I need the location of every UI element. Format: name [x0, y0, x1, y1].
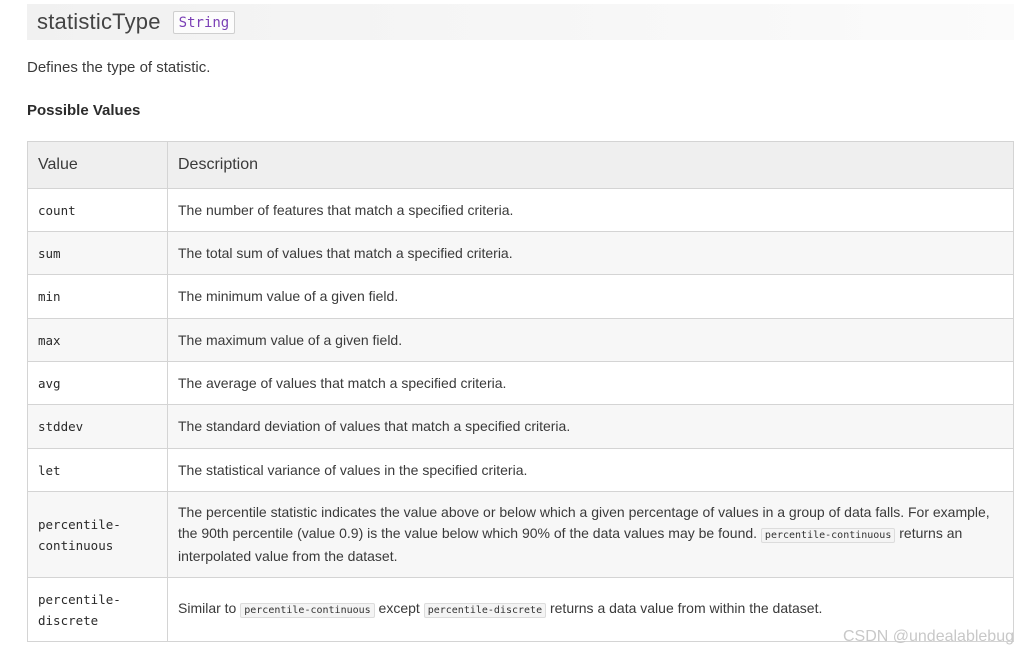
table-row — [28, 449, 1014, 492]
value-cell: percentile- discrete — [28, 578, 168, 642]
value-cell: max — [28, 319, 168, 362]
description-cell: The maximum value of a given field. — [168, 319, 1014, 362]
table-row — [28, 189, 1014, 232]
value-cell: let — [28, 449, 168, 492]
table-row — [28, 405, 1014, 449]
table-row — [28, 275, 1014, 319]
column-header-description: Description — [168, 142, 1014, 189]
value-cell: stddev — [28, 405, 168, 449]
possible-values-heading: Possible Values — [27, 102, 141, 119]
description-cell: The standard deviation of values that match a specified criteria. — [168, 405, 1014, 449]
watermark: CSDN @undealablebug — [842, 628, 1014, 645]
table-row — [28, 232, 1014, 275]
table-row — [28, 492, 1014, 578]
property-description: Defines the type of statistic. — [27, 59, 211, 76]
description-cell: The statistical variance of values in the specified criteria. — [168, 449, 1014, 492]
inline-code: percentile-continuous — [761, 528, 895, 543]
description-cell: The total sum of values that match a specified criteria. — [168, 232, 1014, 275]
inline-code: percentile-discrete — [424, 603, 546, 618]
description-text: except — [374, 600, 424, 616]
value-cell: percentile- continuous — [28, 492, 168, 578]
property-header — [27, 4, 1014, 40]
table-row — [28, 362, 1014, 405]
column-header-value: Value — [28, 142, 168, 189]
description-cell: The average of values that match a specified criteria. — [168, 362, 1014, 405]
property-name: statisticType — [37, 9, 161, 34]
description-cell: The minimum value of a given field. — [168, 275, 1014, 319]
description-text: returns a data value from within the dataset. — [546, 600, 823, 616]
value-cell: avg — [28, 362, 168, 405]
property-type-badge: String — [173, 11, 236, 34]
description-text: The percentile statistic indicates the value above or below which a given percentage of values in a group of data falls. For example, the 90th percentile (value 0.9) is the value below which 90% of the data values may be found. — [178, 504, 990, 541]
value-cell: sum — [28, 232, 168, 275]
description-cell — [168, 492, 1014, 578]
description-text: Similar to — [178, 600, 241, 616]
table-header-row — [28, 142, 1014, 189]
inline-code: percentile-continuous — [240, 603, 374, 618]
value-cell: min — [28, 275, 168, 319]
description-cell: The number of features that match a specified criteria. — [168, 189, 1014, 232]
table-row — [28, 319, 1014, 362]
possible-values-table — [27, 141, 1014, 642]
value-cell: count — [28, 189, 168, 232]
description-text: returns an interpolated value from the dataset. — [178, 525, 963, 564]
